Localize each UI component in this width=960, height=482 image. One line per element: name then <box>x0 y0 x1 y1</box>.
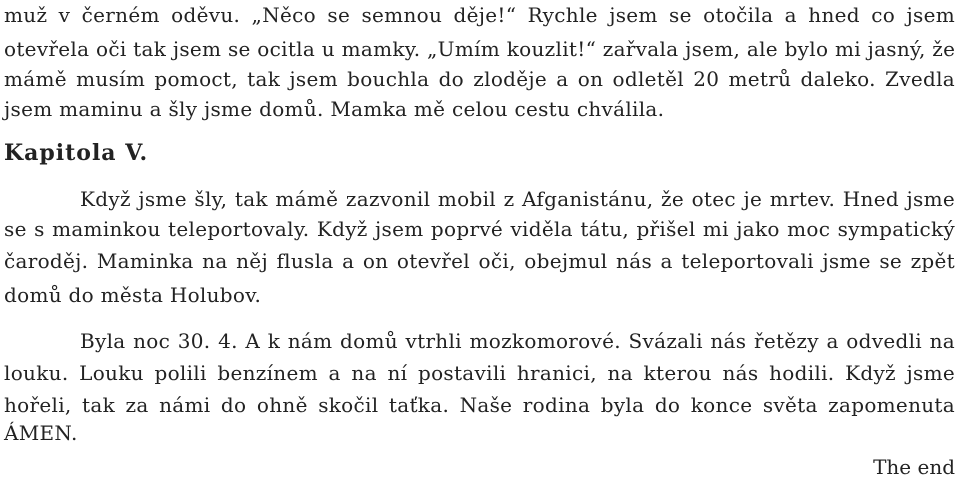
paragraph-1-line-4: jsem maminu a šly jsme domů. Mamka mě celou cestu chválila. <box>4 97 665 121</box>
chapter-heading: Kapitola V. <box>4 140 149 166</box>
the-end-label: The end <box>873 455 955 479</box>
document-page <box>4 0 956 479</box>
paragraph-1-line-3: mámě musím pomoct, tak jsem bouchla do zloděje a on odletěl 20 metrů daleko. Zvedla <box>4 67 955 91</box>
paragraph-3-line-1: Byla noc 30. 4. A k nám domů vtrhli mozkomorové. Svázali nás řetězy a odvedli na <box>80 329 955 353</box>
paragraph-2-line-3: čaroděj. Maminka na něj flusla a on otevřel oči, obejmul nás a teleportovali jsme se zpět <box>4 249 955 273</box>
paragraph-3-line-4: ÁMEN. <box>4 421 78 445</box>
paragraph-1-line-1: muž v černém oděvu. „Něco se semnou děje!“ Rychle jsem se otočila a hned co jsem <box>4 3 955 27</box>
paragraph-2-line-4: domů do města Holubov. <box>4 283 262 307</box>
paragraph-1-line-2: otevřela oči tak jsem se ocitla u mamky. „Umím kouzlit!“ zařvala jsem, ale bylo mi jasný, že <box>4 37 956 61</box>
paragraph-3-line-3: hořeli, tak za námi do ohně skočil taťka. Naše rodina byla do konce světa zapomenuta <box>4 393 955 417</box>
paragraph-2-line-1: Když jsme šly, tak mámě zazvonil mobil z Afganistánu, že otec je mrtev. Hned jsme <box>80 187 955 211</box>
paragraph-2-line-2: se s maminkou teleportovaly. Když jsem poprvé viděla tátu, přišel mi jako moc sympatický <box>4 217 955 241</box>
paragraph-3-line-2: louku. Louku polili benzínem a na ní postavili hranici, na kterou nás hodili. Když jsme <box>4 361 955 385</box>
